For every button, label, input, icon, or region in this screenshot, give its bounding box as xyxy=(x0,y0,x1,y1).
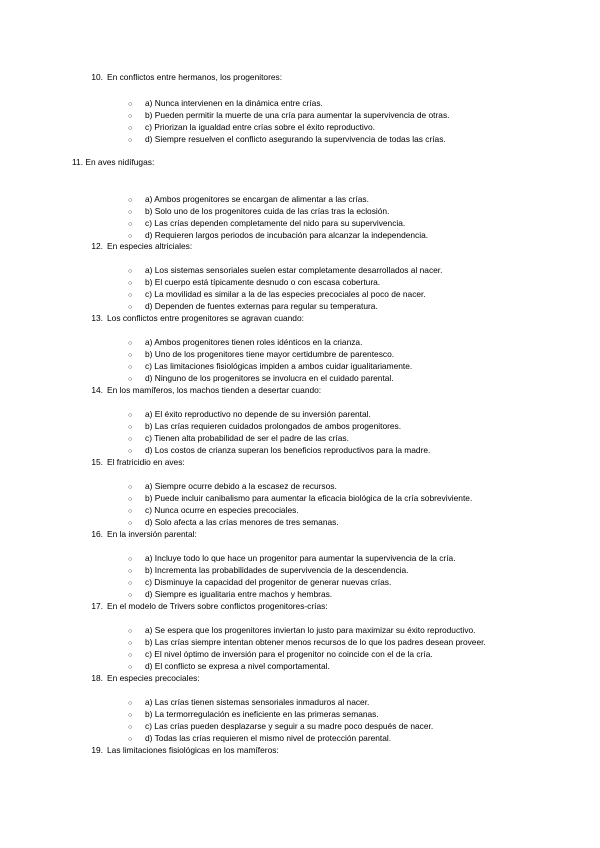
option-13c: ○ c) Las limitaciones fisiológicas impiden a ambos cuidar igualitariamente. xyxy=(128,361,413,371)
option-13b: ○ b) Uno de los progenitores tiene mayor certidumbre de parentesco. xyxy=(128,349,395,359)
option-12a: ○ a) Los sistemas sensoriales suelen estar completamente desarrollados al nacer. xyxy=(128,265,443,275)
bullet-icon: ○ xyxy=(128,520,133,527)
option-14d: ○ d) Los costos de crianza superan los beneficios reproductivos para la madre. xyxy=(128,445,431,455)
question-number: 16. xyxy=(91,529,103,539)
bullet-icon: ○ xyxy=(128,592,133,599)
bullet-icon: ○ xyxy=(128,412,133,419)
question-number: 17. xyxy=(91,601,103,611)
question-number: 13. xyxy=(91,313,103,323)
option-10a: ○ a) Nunca intervienen en la dinámica entre crías. xyxy=(128,98,323,108)
bullet-icon: ○ xyxy=(128,424,133,431)
bullet-icon: ○ xyxy=(128,280,133,287)
bullet-icon: ○ xyxy=(128,640,133,647)
question-number: 12. xyxy=(91,241,103,251)
bullet-icon: ○ xyxy=(128,700,133,707)
bullet-icon: ○ xyxy=(128,712,133,719)
option-12d: ○ d) Dependen de fuentes externas para regular su temperatura. xyxy=(128,301,378,311)
bullet-icon: ○ xyxy=(128,568,133,575)
question-text: En los mamíferos, los machos tienden a desertar cuando: xyxy=(107,385,322,395)
question-18 xyxy=(86,673,200,683)
option-16a: ○ a) Incluye todo lo que hace un progenitor para aumentar la supervivencia de la cría. xyxy=(128,553,456,563)
bullet-icon: ○ xyxy=(128,221,133,228)
question-text: El fratricidio en aves: xyxy=(107,457,185,467)
bullet-icon: ○ xyxy=(128,233,133,240)
option-13d: ○ d) Ninguno de los progenitores se involucra en el cuidado parental. xyxy=(128,373,394,383)
question-number: 15. xyxy=(91,457,103,467)
question-number: 14. xyxy=(91,385,103,395)
bullet-icon: ○ xyxy=(128,125,133,132)
question-13 xyxy=(86,313,304,323)
bullet-icon: ○ xyxy=(128,652,133,659)
question-number: 19. xyxy=(91,745,103,755)
question-14 xyxy=(86,385,321,395)
option-16d: ○ d) Siempre es igualitaria entre machos y hembras. xyxy=(128,589,333,599)
option-18d: ○ d) Todas las crías requieren el mismo nivel de protección parental. xyxy=(128,733,392,743)
question-text: En aves nidífugas: xyxy=(85,157,155,167)
bullet-icon: ○ xyxy=(128,580,133,587)
option-17b: ○ b) Las crías siempre intentan obtener menos recursos de lo que los padres desean proveer. xyxy=(128,637,486,647)
option-16c: ○ c) Disminuye la capacidad del progenitor de generar nuevas crías. xyxy=(128,577,392,587)
option-11d: ○ d) Requieren largos periodos de incubación para alcanzar la independencia. xyxy=(128,230,429,240)
question-15 xyxy=(86,457,185,467)
option-10c: ○ c) Priorizan la igualdad entre crías sobre el éxito reproductivo. xyxy=(128,122,375,132)
option-11c: ○ c) Las crías dependen completamente del nido para su supervivencia. xyxy=(128,218,406,228)
question-16 xyxy=(86,529,197,539)
question-10 xyxy=(86,72,282,82)
option-18b: ○ b) La termorregulación es ineficiente en las primeras semanas. xyxy=(128,709,379,719)
option-10b: ○ b) Pueden permitir la muerte de una cría para aumentar la supervivencia de otras. xyxy=(128,110,450,120)
option-14a: ○ a) El éxito reproductivo no depende de su inversión parental. xyxy=(128,409,371,419)
bullet-icon: ○ xyxy=(128,137,133,144)
option-15c: ○ c) Nunca ocurre en especies precociales. xyxy=(128,505,299,515)
option-18a: ○ a) Las crías tienen sistemas sensoriales inmaduros al nacer. xyxy=(128,697,370,707)
bullet-icon: ○ xyxy=(128,340,133,347)
option-16b: ○ b) Incrementa las probabilidades de supervivencia de la descendencia. xyxy=(128,565,409,575)
bullet-icon: ○ xyxy=(128,304,133,311)
question-text: Los conflictos entre progenitores se agravan cuando: xyxy=(107,313,304,323)
bullet-icon: ○ xyxy=(128,364,133,371)
option-14b: ○ b) Las crías requieren cuidados prolongados de ambos progenitores. xyxy=(128,421,402,431)
option-15b: ○ b) Puede incluir canibalismo para aumentar la eficacia biológica de la cría sobreviviente. xyxy=(128,493,473,503)
bullet-icon: ○ xyxy=(128,268,133,275)
question-11 xyxy=(72,157,154,167)
question-number: 10. xyxy=(91,72,103,82)
bullet-icon: ○ xyxy=(128,113,133,120)
question-text: En la inversión parental: xyxy=(107,529,197,539)
bullet-icon: ○ xyxy=(128,556,133,563)
option-11b: ○ b) Solo uno de los progenitores cuida de las crías tras la eclosión. xyxy=(128,206,390,216)
bullet-icon: ○ xyxy=(128,628,133,635)
bullet-icon: ○ xyxy=(128,376,133,383)
question-text: En conflictos entre hermanos, los progenitores: xyxy=(107,72,283,82)
bullet-icon: ○ xyxy=(128,436,133,443)
bullet-icon: ○ xyxy=(128,664,133,671)
question-text: En especies precociales: xyxy=(107,673,200,683)
option-18c: ○ c) Las crías pueden desplazarse y seguir a su madre poco después de nacer. xyxy=(128,721,434,731)
question-12 xyxy=(86,241,192,251)
option-15d: ○ d) Solo afecta a las crías menores de tres semanas. xyxy=(128,517,339,527)
option-11a: ○ a) Ambos progenitores se encargan de alimentar a las crías. xyxy=(128,194,369,204)
option-12c: ○ c) La movilidad es similar a la de las especies precociales al poco de nacer. xyxy=(128,289,426,299)
question-text: En el modelo de Trivers sobre conflictos progenitores-crías: xyxy=(107,601,328,611)
option-10d: ○ d) Siempre resuelven el conflicto asegurando la supervivencia de todas las crías. xyxy=(128,134,446,144)
bullet-icon: ○ xyxy=(128,736,133,743)
question-17 xyxy=(86,601,328,611)
question-text: En especies altriciales: xyxy=(107,241,193,251)
bullet-icon: ○ xyxy=(128,508,133,515)
option-17c: ○ c) El nivel óptimo de inversión para el progenitor no coincide con el de la cría. xyxy=(128,649,433,659)
option-17a: ○ a) Se espera que los progenitores inviertan lo justo para maximizar su éxito reproductivo. xyxy=(128,625,476,635)
question-text: Las limitaciones fisiológicas en los mamíferos: xyxy=(107,745,279,755)
option-14c: ○ c) Tienen alta probabilidad de ser el padre de las crías. xyxy=(128,433,349,443)
option-13a: ○ a) Ambos progenitores tienen roles idénticos en la crianza. xyxy=(128,337,363,347)
bullet-icon: ○ xyxy=(128,209,133,216)
option-15a: ○ a) Siempre ocurre debido a la escasez de recursos. xyxy=(128,481,337,491)
bullet-icon: ○ xyxy=(128,197,133,204)
option-12b: ○ b) El cuerpo está típicamente desnudo o con escasa cobertura. xyxy=(128,277,381,287)
option-17d: ○ d) El conflicto se expresa a nivel comportamental. xyxy=(128,661,330,671)
bullet-icon: ○ xyxy=(128,352,133,359)
question-number: 11. xyxy=(72,157,84,167)
bullet-icon: ○ xyxy=(128,484,133,491)
bullet-icon: ○ xyxy=(128,496,133,503)
question-19 xyxy=(86,745,279,755)
bullet-icon: ○ xyxy=(128,292,133,299)
bullet-icon: ○ xyxy=(128,724,133,731)
bullet-icon: ○ xyxy=(128,101,133,108)
question-number: 18. xyxy=(91,673,103,683)
bullet-icon: ○ xyxy=(128,448,133,455)
